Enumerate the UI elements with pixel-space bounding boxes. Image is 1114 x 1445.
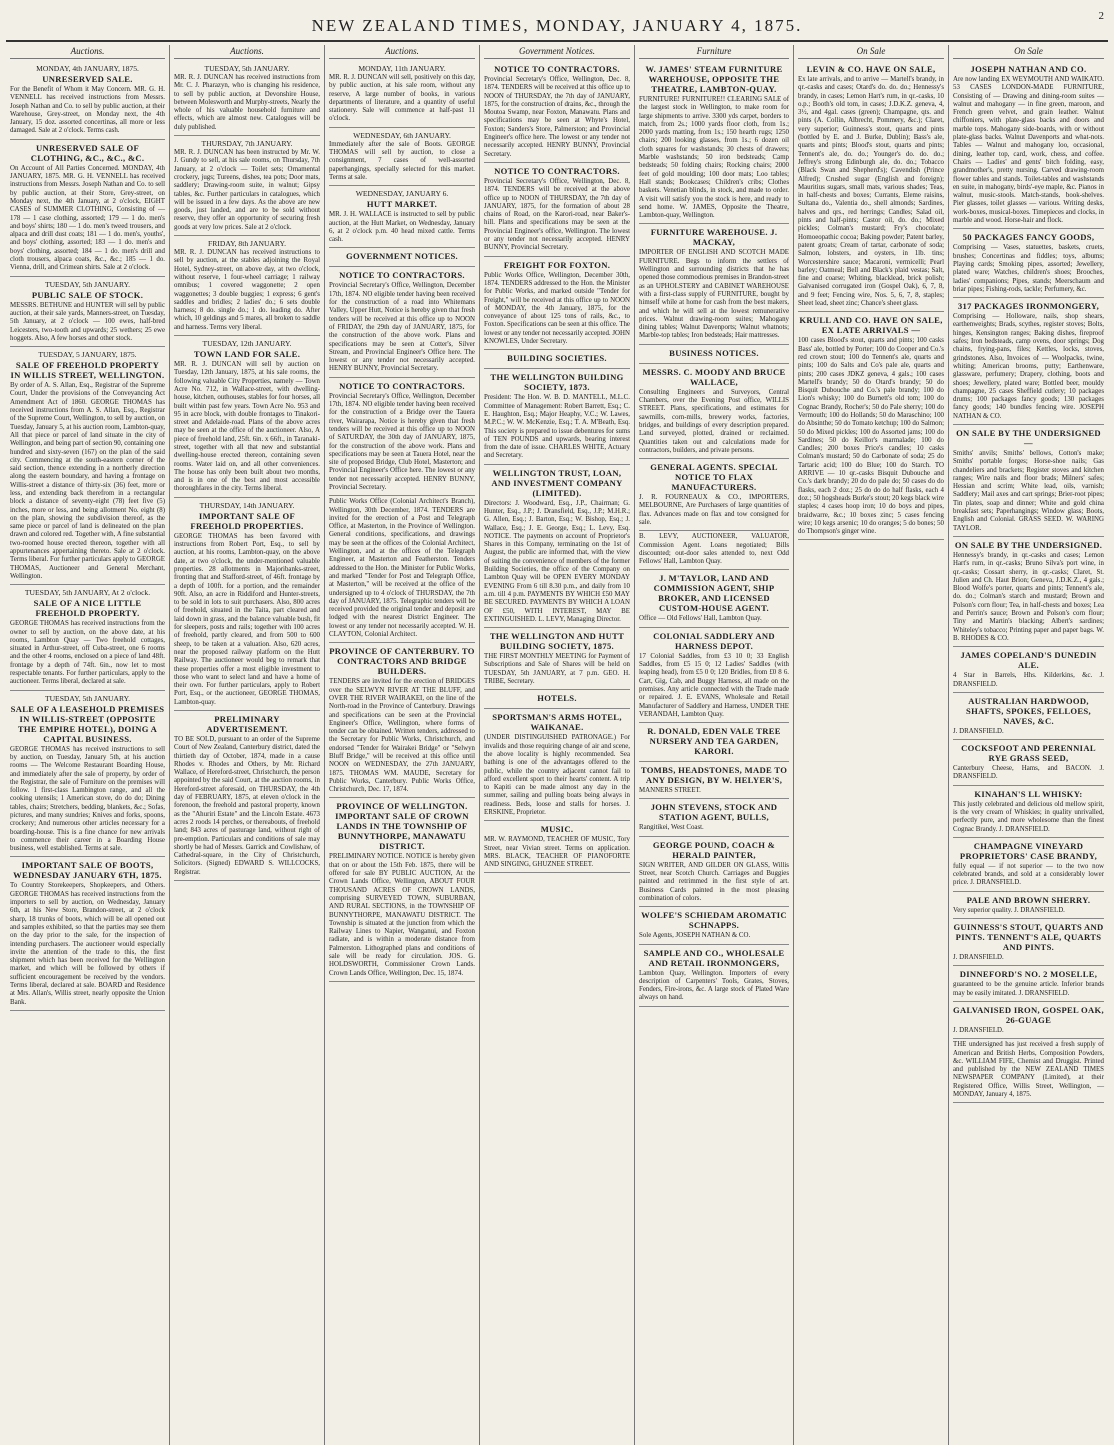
ad-body: FURNITURE! FURNITURE!! CLEARING SALE of the largest stock in Wellington, to make room for large shipments to arrive. 3300 yds carpet, borders to match, from 2s.; 1000 yards floor cloth, from 1s.; 2000 yards matting, from 1s.; 150 hearth rugs; 1250 chairs; 200 looking glasses, from 1s.; 6 dozen oil cloth squares for washstands; 30 chests of drawers; Marble washstands; 50 iron bedsteads; Camp bedsteads; 50 folding chairs; Rocking chairs; 2000 feet of gold moulding; 100 door mats; Loo tables; Hall stands; Bookcases; Children's cribs; Clothes baskets. Venetian blinds, in stock, and made to order. A visit will satisfy you the stock is here, and ready to send home. W. JAMES, Opposite the Theatre, Lambton-quay, Wellington. [639, 96, 789, 220]
advertisement [953, 647, 1104, 693]
ad-body: SIGN WRITER, AND GILDER ON GLASS, Willis Street, near Scotch Church. Carriages and Buggies painted and retrimmed in the first style of art. Business Cards painted in the most pleasing combination of colors. [639, 861, 789, 902]
column-head: Auctions. [174, 45, 320, 59]
ad-headline: JOSEPH NATHAN AND CO. [970, 64, 1087, 74]
ad-dateline: TUESDAY, 5th JANUARY. [204, 64, 290, 73]
ad-headline: SAMPLE AND CO., WHOLESALE AND RETAIL IRONMONGERS, [643, 947, 785, 968]
column-4 [480, 45, 635, 1445]
ad-body: Lambton Quay, Wellington. Importers of every description of Carpenters' Tools, Grates, Stoves, Fenders, Fire-irons, &c. A large stock of Plated Ware always on hand. [639, 969, 789, 1002]
advertisement [174, 711, 320, 881]
ad-dateline: THURSDAY, 7th JANUARY. [201, 139, 293, 149]
ad-body: 17 Colonial Saddles, from £3 10 0; 33 English Saddles, from £5 15 0; 12 Ladies' Saddles (with leaping head), from £5 0 0; 120 Bridles, from £0 8 6. Cart, Gig, Cab, and Buggy Harness, all made on the premises. Any article connected with the Trade made or repaired. J. E. EVANS, Wholesale and Retail Manufacturer of Saddlery and Harness, UNDER THE VERANDAH, Lambton Quay. [639, 652, 789, 718]
column-1 [6, 45, 170, 1445]
advertisement [329, 798, 475, 981]
ad-headline: LEVIN & CO. HAVE ON SALE, [806, 64, 936, 74]
ad-body: Provincial Secretary's Office, Wellington, December 17th, 1874. NO eligible tender having been received for the construction of a road into Whitemans Valley, Upper Hutt, Notice is hereby given that fresh tenders will be received at this office up to NOON of FRIDAY, the 29th day of JANUARY, 1875, for the construction of the above work. Plans and specifications may be seen at Cotter's, Silver Stream, and Provincial Engineer's Office here. The lowest or any tender not necessarily accepted. HENRY BUNNY, Provincial Secretary. [329, 282, 475, 373]
ad-headline: FURNITURE WAREHOUSE. J. MACKAY, [650, 227, 778, 248]
column-body [10, 61, 165, 1011]
ad-headline: R. DONALD, EDEN VALE TREE NURSERY AND TEA GARDEN, KARORI. [647, 726, 781, 757]
ad-body: This justly celebrated and delicious old mellow spirit, is the very cream of Whiskies; in quality unrivalled, perfectly pure, and more wholesome than the finest Cognac Brandy. J. DRANSFIELD. [953, 800, 1104, 833]
ad-headline: BUSINESS NOTICES. [669, 347, 759, 358]
ad-body: guaranteed to be the genuine article. Inferior brands may be easily imitated. J. DRANSFIELD. [953, 981, 1104, 997]
ad-headline: CHAMPAGNE VINEYARD PROPRIETORS' CASE BRANDY, [959, 840, 1098, 861]
advertisement [639, 459, 789, 531]
ad-body: President: The Hon. W. B. D. MANTELL, M.L.C. Committee of Management: Robert Barrett, Esq.; C. E. Haughton, Esq.; Major Heaphy, V.C.; W. Lawes, M.P.C.; W. W. McKenzie, Esq.; T. A. M'Beath, Esq. This society is prepared to issue debentures for sums of TEN POUNDS and upwards, bearing interest from the date of issue. CHARLES WHITE, Actuary and Secretary. [484, 394, 630, 460]
advertisement [174, 136, 320, 236]
column-body [639, 61, 789, 1007]
advertisement [329, 496, 475, 643]
ad-body: MESSRS. BETHUNE and HUNTER will sell by public auction, at their sale yards, Manners-street, on Tuesday, 5th January, at 2 o'clock — 100 ewes, half-bred Leicesters, two-tooth and upwards; 25 wethers; 25 ewe hoggets. Also, A few horses and other stock. [10, 301, 165, 342]
ad-body: 4 Star in Barrels, Hhs. Kilderkins, &c. J. DRANSFIELD. [953, 672, 1104, 688]
advertisement [798, 312, 944, 540]
ad-headline: GOVERNMENT NOTICES. [345, 251, 459, 262]
advertisement [10, 857, 165, 1010]
ad-headline: HOTELS. [537, 693, 577, 704]
advertisement [484, 709, 630, 821]
advertisement [10, 277, 165, 347]
ad-body: Consulting Engineers and Surveyors, Central Chambers, over the Evening Post office, WILLIS STREET. Plans, specifications, and estimates for sawmills, corn-mills, brewery works, factories, bridges, and buildings of every description prepared. Land surveyed, plotted, drained or reclaimed. Quantities taken out and calculations made for contractors, builders, and private persons. [639, 388, 789, 454]
advertisement [639, 628, 789, 723]
ad-body: J. DRANSFIELD. [953, 727, 1004, 735]
advertisement [953, 1002, 1104, 1039]
ad-headline: PALE AND BROWN SHERRY. [966, 894, 1091, 905]
ad-body: GEORGE THOMAS has received instructions from the owner to sell by auction, on the above date, at his rooms, Lambton Quay — Two freehold cottages, situated in Arthur-street, off Cuba-street, one 6 rooms and the other 4 rooms, enclosed on a piece of land 48ft. frontage by a depth of 74ft. 6in., now let to most respectable tenants. For further particulars, apply to the auctioneer. Terms liberal, declared at sale. [10, 620, 165, 686]
ad-headline: NOTICE TO CONTRACTORS. [494, 64, 620, 74]
advertisement [953, 693, 1104, 740]
advertisement [639, 837, 789, 907]
ad-headline: SPORTSMAN'S ARMS HOTEL, WAIKANAE. [492, 712, 622, 733]
ad-body: PRELIMINARY NOTICE. NOTICE is hereby given that on or about the 15th Feb. 1875, there will be offered for sale BY PUBLIC AUCTION, At the Crown Lands Office, Wellington, ABOUT FOUR THOUSAND ACRES OF CROWN LANDS, comprising SURVEYED TOWN, SUBURBAN, AND RURAL SECTIONS, in the TOWNSHIP OF BUNNYTHORPE, MANAWATU DISTRICT. The Township is situated at the junction from which the Railway Lines to Napier, Wanganui, and Foxton radiate, and is within a moderate distance from Palmerston. Lithographed plans and conditions of sale will be ready for circulation. JOS. G. HOLDSWORTH, Commissioner Crown Lands. Crown Lands Office, Wellington, Dec. 15, 1874. [329, 853, 475, 977]
advertisement [953, 425, 1104, 537]
advertisement [639, 907, 789, 944]
advertisement [10, 61, 165, 140]
advertisement [174, 336, 320, 498]
ad-headline: SALE OF FREEHOLD PROPERTY IN WILLIS STREET, WELLINGTON. [10, 360, 165, 381]
ad-dateline: MONDAY, 11th JANUARY. [358, 64, 446, 73]
ad-headline: IMPORTANT SALE OF FREEHOLD PROPERTIES. [190, 510, 304, 531]
advertisement [329, 61, 475, 128]
ad-body: THE FIRST MONTHLY MEETING for Payment of Subscriptions and Sale of Shares will be held on TUESDAY, 5th JANUARY, at 7 p.m. GEO. H. TRIBE, Secretary. [484, 653, 630, 686]
ad-headline: THE WELLINGTON AND HUTT BUILDING SOCIETY, 1875. [489, 631, 625, 652]
ad-headline: ON SALE BY THE UNDERSIGNED — [956, 427, 1101, 448]
ad-body: Hennessy's brandy, in qr.-casks and cases; Lemon Hart's rum, in qr.-casks; Bruno Silva's port wine, in qr.-casks; Cossart sherry, in qr.-casks; Claret, St. Julien and Ch. Haut Brion; Geneva, J.D.K.Z., 4 gals.; Blood Wolfe's porter, quarts and pints; Tennent's ale, do. do.; Colman's starch and mustard; Brown and Polson's corn flour; Tea, in half-chests and boxes; Lea and Perrin's sauce; Brown and Polson's corn flour; Tiny and Martin's blacking; Albert's sardines; Whiteley's tobacco; Printing paper and paper bags. W. B. RHODES & CO. [953, 551, 1104, 642]
advertisement [953, 537, 1104, 647]
ad-body: J. DRANSFIELD. [953, 1026, 1004, 1034]
ad-body: Public Works Office, Wellington, December 30th, 1874. TENDERS addressed to the Hon. the Minister for Public Works, and marked outside "Tender for Freight," will be received at this office up to NOON of MONDAY, the 4th January, 1875, for the conveyance of about 125 tons of rails, &c., to Foxton. Specifications can be seen at this office. The lowest or any tender not necessarily accepted. JOHN KNOWLES, Under Secretary. [484, 271, 630, 346]
ad-headline: UNRESERVED SALE OF CLOTHING, &C., &C., &C. [30, 142, 145, 163]
ad-headline: NOTICE TO CONTRACTORS. [339, 380, 465, 391]
advertisement [639, 799, 789, 836]
ad-body: Directors: J. Woodward, Esq., J.P., Chairman; G. Hunter, Esq., J.P.; J. Dransfield, Esq., J.P.; M.H.R.; G. Allen, Esq.; J. Barton, Esq.; W. Bishop, Esq.; J. Wallace, Esq.; J. E. George, Esq.; L. Levy, Esq. NOTICE. The payments on account of Proprietor's Shares in this Company, terminating on the 1st of August, the public are informed that, with the view of suiting the convenience of members of the former Building Societies, the office of the Company on Lambton Quay will be OPEN EVERY MONDAY EVENING From 6 till 8.30 p.m., and daily from 10 a.m. till 4 p.m. PAYMENTS BY WHICH £50 MAY BE SECURED. PAYMENTS BY WHICH A LOAN OF £50, WITH INTEREST, MAY BE EXTINGUISHED. L. LEVY, Managing Director. [484, 499, 630, 623]
ad-headline: PRELIMINARY ADVERTISEMENT. [206, 714, 288, 734]
column-head: On Sale [953, 45, 1104, 59]
ad-body: To Country Storekeepers, Shopkeepers, and Others. GEORGE THOMAS has received instructions from the importers to sell by auction, on Wednesday, January 6th, at his New Store, Brandon-street, at 2 o'clock sharp, 18 trunks of boots, which will be all opened out and samples exhibited, so that the parties may see them on the day prior to the sale, for the inspection of intending purchasers. The auctioneer would especially invite the attention of the trade to this, the first shipment which has been received for the Wellington market, and which will be followed by others if sufficient encouragement be received by the vendors. Terms liberal, declared at sale. BOARD and Residence at Mrs. Allan's, Willis street, nearly opposite the Union Bank. [10, 882, 165, 1006]
ad-dateline: TUESDAY, 12th JANUARY. [202, 339, 292, 349]
ad-headline: WELLINGTON TRUST, LOAN, AND INVESTMENT COMPANY (LIMITED). [491, 467, 623, 498]
ad-headline: AUSTRALIAN HARDWOOD, SHAFTS, SPOKES, FELLOES, NAVES, &C. [966, 695, 1091, 726]
advertisement [953, 740, 1104, 786]
ad-body: B. LEVY, AUCTIONEER, VALUATOR, Commission Agent. Loans negotiated; Bills discounted; out-door sales attended to, next Odd Fellows' Hall, Lambton Quay. [639, 533, 789, 566]
advertisement [484, 369, 630, 464]
advertisement [10, 140, 165, 277]
ad-headline: GENERAL AGENTS. SPECIAL NOTICE TO FLAX MANUFACTURERS. [650, 462, 778, 493]
masthead-title: NEW ZEALAND TIMES, MONDAY, JANUARY 4, 1875. [311, 16, 803, 35]
ad-body: fully equal — if not superior — to the two now celebrated brands, and sold at a considerably lower price. J. DRANSFIELD. [953, 862, 1104, 887]
ad-headline: SALE OF A LEASEHOLD PREMISES IN WILLIS-STREET (OPPOSITE THE EMPIRE HOTEL), DOING A CAPITAL BUSINESS. [10, 703, 165, 744]
ad-headline: SALE OF A NICE LITTLE FREEHOLD PROPERTY. [33, 598, 142, 619]
ad-headline: JAMES COPELAND'S DUNEDIN ALE. [960, 650, 1097, 671]
ad-body: Rangitikei, West Coast. [639, 824, 704, 832]
advertisement [639, 345, 789, 364]
ad-body: Are now landing EX WEYMOUTH AND WAIKATO. 53 CASES LONDON-MADE FURNITURE, Consisting of — Drawing and dining-room suites — walnut and mahogany — in fine green, maroon, and French green velvet, and grain leather. Walnut chiffoniers, with plate-glass backs and doors and marble tops. Mahogany side-boards, with or without plate-glass backs. Walnut Davenports and what-nots. Tables — Walnut and mahogany loo, occasional, dining, leather top, card, work, chess, and coffee. Chairs — Ladies' and gents' bitch folding, easy, grandmother's, pretty nursing. Carved drawing-room flower tables and stands. Toilet-tables and washstands en suite, in mahogany, birds'-eye maple, &c. Pianos in walnut, music-stools. Match-stands, book-shelves. Pier glasses, toilet glasses — various. Writing desks, work-boxes, musical-boxes. Timepieces and clocks, in marble and wood. Horse-hair and flock. [953, 76, 1104, 225]
ad-dateline: FRIDAY, 8th JANUARY. [208, 239, 286, 249]
advertisement [639, 224, 789, 344]
masthead [6, 6, 1108, 42]
ad-headline: NOTICE TO CONTRACTORS. [339, 270, 465, 281]
advertisement [953, 229, 1104, 298]
ad-body: Immediately after the sale of Boots. GEORGE THOMAS will sell by auction, to close a consignment, 7 cases of well-assorted paperhangings, specially selected for this market. Terms at sale. [329, 140, 475, 181]
ad-body: Public Works Office (Colonial Architect's Branch), Wellington, 30th December, 1874. TENDERS are invited for the erection of a Post and Telegraph Office, at Masterton, in the Province of Wellington. General conditions, specifications, and drawings may be seen at the offices of the Colonial Architect, Wellington, and at the offices of the Telegraph Engineer, at Masterton and Featherston. Tenders addressed to the Hon. the Minister for Public Works, and marked "Tender for Post and Telegraph Office, at Masterton," will be received at the office of the undersigned up to 4 o'clock of THURSDAY, the 7th day of JANUARY, 1875. Telegraphic tenders will be received provided the original tender and deposit are lodged with the nearest District Engineer. The lowest or any tender not necessarily accepted. W. H. CLAYTON, Colonial Architect. [329, 498, 475, 639]
ad-dateline: THURSDAY, 14th JANUARY. [199, 500, 295, 510]
ad-body: TENDERS are invited for the erection of BRIDGES over the SELWYN RIVER AT THE BLUFF, and OVER THE RIVER WAIRAKEI, on the line of the North-road in the Province of Canterbury. Drawings and specifications can be seen at the Provincial Engineer's Office, Wellington, where forms of tender can be obtained. Written tenders, addressed to the Secretary for Public Works, Christchurch, and endorsed "Tender for Wairakei Bridge" or "Selwyn Bluff Bridge," will be received at this office until NOON on WEDNESDAY, the 27th JANUARY, 1875. THOMAS WM. MAUDE, Secretary for Public Works, Canterbury. Public Works Office, Christchurch, Dec. 17, 1874. [329, 678, 475, 794]
ad-headline: PROVINCE OF WELLINGTON. IMPORTANT SALE OF CROWN LANDS IN THE TOWNSHIP OF BUNNYTHORPE, MANAWATU DISTRICT. [335, 801, 469, 852]
advertisement [329, 186, 475, 248]
ad-headline: W. JAMES' STEAM FURNITURE WAREHOUSE, OPPOSITE THE THEATRE, LAMBTON-QUAY. [645, 64, 783, 94]
ad-body: Canterbury Cheese, Hams, and BACON. J. DRANSFIELD. [953, 765, 1104, 781]
column-head: On Sale [798, 45, 944, 59]
ad-body: (UNDER DISTINGUISHED PATRONAGE.) For invalids and those requiring change of air and scene, the above locality is highly recommended. Sea bathing is one of the advantages offered to the public, while the country adjacent cannot fail to afford excellent sport to their hearts' content. A trip to Kapiti can be made almost any day in the summer, sailing and pulling boats being always in readiness. Beds, loose and stalls for horses. J. ERSKINE, Proprietor. [484, 734, 630, 816]
advertisement [484, 163, 630, 257]
advertisement [10, 585, 165, 690]
ad-headline: KINAHAN'S LL WHISKY: [974, 788, 1083, 799]
ad-headline: TOWN LAND FOR SALE. [193, 349, 301, 360]
advertisement [953, 61, 1104, 229]
ad-body: Comprising — Holloware, nails, shop shears, earthenweights; Brads, scythes, register stoves; Bolts, hinges, Kensington ranges; Baking dishes, fireproof safes; Iron bedsteads, camp ovens, door springs; Dog chains, frying-pans, files; Kettles, locks, stoves, grindstones. Also, Invoices of — Woolpacks, twine, whiting; American brooms, putty; Earthenware, glassware, perfumery; Drapery, clothing, boots and shoes; Jewellery, plated ware; Bottled beer, mouldy champagne, 25 cases Sheffield cutlery; 10 packages drums; 100 packages fancy goods; 130 packages fancy goods; 140 bundles fencing wire. JOSEPH NATHAN & CO. [953, 313, 1104, 420]
advertisement [484, 257, 630, 351]
ad-dateline: MONDAY, 4th JANUARY, 1875. [36, 64, 139, 73]
ad-body: Office — Old Fellows' Hall, Lambton Quay. [639, 615, 762, 623]
ad-headline: THE WELLINGTON BUILDING SOCIETY, 1873. [490, 372, 624, 393]
advertisement [953, 1039, 1104, 1103]
ad-headline: JOHN STEVENS, STOCK AND STATION AGENT, BULLS, [650, 802, 778, 823]
ad-body: IMPORTER OF ENGLISH AND SCOTCH MADE FURNITURE. Begs to inform the settlers of Wellington and surrounding districts that he has opened those commodious premises in Brandon-street as an UPHOLSTERY and CABINET WAREHOUSE with a first-class supply of FURNITURE, bought by himself while at home for cash from the best makers, and which he will sell at the lowest remunerative prices. Walnut drawing-room suites; Mahogany dining tables; Walnut Davenports; Walnut whatnots; Marble-top tables; Iron bedsteads; Hair mattresses. [639, 249, 789, 340]
ad-body: For the Benefit of Whom it May Concern. MR. G. H. VENNELL has received instructions from Messrs. Joseph Nathan and Co. to sell by public auction, at their Warehouse, Grey-street, on Monday next, the 4th January, 15 doz. assorted concertinas, all more or less damaged. Sale at 2 o'clock. Terms cash. [10, 86, 165, 135]
advertisement [953, 892, 1104, 919]
ad-body: THE undersigned has just received a fresh supply of American and British Herbs, Composition Powders, &c. WILLIAM FIFE, Chemist and Druggist. Printed and published by the NEW ZEALAND TIMES NEWSPAPER COMPANY (Limited), at their Registered Office, Willis Street, Wellington, — MONDAY, January 4, 1875. [953, 1041, 1104, 1099]
ad-headline: IMPORTANT SALE OF BOOTS, WEDNESDAY JANUARY 6TH, 1875. [13, 860, 162, 881]
column-body [329, 61, 475, 982]
ad-dateline: TUESDAY, 5th JANUARY. [44, 693, 131, 703]
ad-headline: DINNEFORD'S NO. 2 MOSELLE, [959, 969, 1098, 980]
advertisement [953, 838, 1104, 892]
advertisement [639, 570, 789, 627]
column-3 [325, 45, 480, 1445]
advertisement [484, 61, 630, 163]
ad-headline: 50 PACKAGES FANCY GOODS, [962, 232, 1095, 243]
ad-body: MR. J. H. WALLACE is instructed to sell by public auction, at the Hutt Market, on Wednesday, January 6, at 2 o'clock p.m. 40 head mixed cattle. Terms cash. [329, 211, 475, 244]
advertisement [484, 821, 630, 873]
advertisement [329, 248, 475, 267]
advertisement [484, 690, 630, 709]
ad-body: Very superior quality. J. DRANSFIELD. [953, 906, 1065, 914]
ad-headline: TOMBS, HEADSTONES, MADE TO ANY DESIGN, BY W. HELYER'S, [640, 765, 788, 786]
advertisement [953, 966, 1104, 1002]
advertisement [10, 347, 165, 585]
ad-body: MR. R. J. DUNCAN will sell by auction on Tuesday, 12th January, 1875, at his sale rooms, the following valuable City Properties, namely — Town Acre No. 712, in Wallace-street, with dwelling-house, kitchen, outhouses, stables for four horses, all built within past few years. Town Acre No. 953 and 95 in acre block, with double frontages to Tinakori-street and Adelaide-road. Plans of the above acres may be seen at the office of the auctioneer. Also, A piece of freehold land, 25ft. 6in. x 66ft., in Taranaki-street, together with all that new and substantial dwelling-house erected thereon, containing seven rooms. Water laid on, and all other conveniences. The house has only been built about two months, and is in one of the best and most accessible thoroughfares in the city. Terms liberal. [174, 361, 320, 493]
page-number: 2 [1098, 10, 1104, 22]
column-2 [170, 45, 325, 1445]
advertisement [329, 378, 475, 497]
advertisement [639, 364, 789, 459]
ad-body: MR. R. J. DUNCAN has received instructions to sell by auction, at the stables adjoining the Royal Hotel, Sydney-street, on above day, at two o'clock, without reserve, 1 four-wheel carriage; 1 railway omnibus; 1 covered waggonette; 2 open waggonettes; 3 double buggies; 1 express; 6 gent's saddles and bridles; 2 ladies' do.; 6 sets double harness; 8 do. single do.; 1 do. leading do. After which, 10 geldings and 5 mares, all broken to saddle and harness. Terms very liberal. [174, 249, 320, 331]
advertisement [329, 643, 475, 798]
ad-headline: 317 PACKAGES IRONMONGERY, [957, 301, 1100, 312]
ad-body: Comprising — Vases, statuettes, baskets, cruets, brushes; Concertinas and fiddles; toys, albums; Playing cards; Smoking pipes, assorted; Jewellery, plated ware; Watches, children's shoes; Brooches, ladies' companions; Pipes, stands; Meerschaum and briar pipes; Fishing-rods, tackle; Perfumery, &c. [953, 244, 1104, 293]
advertisement [639, 762, 789, 799]
ad-body: 100 cases Blood's stout, quarts and pints; 100 casks Bass' ale, bottled by Porter; 100 do Cooper and Co.'s red crown stout; 100 do Tennent's ale, quarts and pints; 100 do Salts and Co's pale ale, quarts and pints; 200 cases JDKZ geneva, 4 gals.; 100 cases Martell's brandy; 50 do Otard's brandy; 50 do Bisquit Dubouche and Co.'s pale brandy; 100 do Lion's whisky; 100 do Burnett's old tom; 100 do Cognac Brandy, Rocher's; 50 do Pale sherry; 100 do Vermouth; 100 do Hollands; 50 do Maraschino; 100 do Absinthe; 50 do Tomato ketchup; 100 do Salmon; 50 do Mixed pickles; 100 do Assorted jams; 100 do Sardines; 50 do Keillor's marmalade; 100 do Candles; 200 boxes Price's candles; 10 casks Colman's mustard; 50 do Carbonate of soda; 25 do Tartaric acid; 100 do Blue; 100 do Starch. TO ARRIVE — 10 qr.-casks Bisquit Dubouche and Co.'s dark brandy; 20 do do pale do; 50 cases do do flasks, each 2 doz.; 25 do do do half flasks, each 4 doz.; 50 hogsheads Burke's stout; 20 kegs black wire staples; 4 cases hoop iron; 10 do boys and pipes, braidwarre, &c.; 10 boxes zinc; 5 cases fencing wire; 10 kegs arsenic; 10 do oranges; 5 do bones; 50 do Thompson's ginger wine. [798, 337, 944, 536]
column-6 [794, 45, 949, 1445]
advertisement [174, 61, 320, 136]
columns [6, 45, 1108, 1445]
ad-headline: PROVINCE OF CANTERBURY. TO CONTRACTORS AND BRIDGE BUILDERS. [329, 646, 475, 677]
advertisement [639, 945, 789, 1007]
column-body [798, 61, 944, 540]
ad-headline: MUSIC. [540, 824, 574, 835]
ad-dateline: TUESDAY, 5th JANUARY. [44, 279, 131, 289]
ad-body: J. R. FOURNEAUX & CO., IMPORTERS, MELBOURNE, Are Purchasers of large quantities of flax. Advances made on flax and tow consigned for sale. [639, 494, 789, 526]
ad-body: By order of A. S. Allan, Esq., Registrar of the Supreme Court, Under the provisions of the Conveyancing Act Amendment Act of 1860. GEORGE THOMAS has received instructions from A. S. Allan, Esq., Registrar of the Supreme Court, Wellington, to sell by auction, on Tuesday, January 5, at his auction room, Lambton-quay, All that piece or parcel of land situate in the city of Wellington, and being part of section 90, containing one hundred and sixty-seven (167) on the plan of the said city. Commencing at the south-eastern corner of the said section, thence extending in a northerly direction along the eastern boundary, and having a frontage on Willis-street a distance of thirty-six (36) feet, more or less, and extending back therefrom in a rectangular block a distance of seventy-eight (78) feet five (5) inches, more or less, and being allotment No. eight (8) on the plan, showing the subdivision thereof, as the same piece or parcel of land is delineated on the plan drawn and colored red. Together with, A fine substantial two-roomed house erected thereon, together with all appurtenances appertaining thereto. Sale at 2 o'clock. Terms liberal. For further particulars apply to GEORGE THOMAS, Auctioneer and General Merchant, Wellington. [10, 382, 165, 580]
ad-body: GEORGE THOMAS has been favored with instructions from Robert Port, Esq., to sell by auction, at his rooms, Lambton-quay, on the above date, at two o'clock, the under-mentioned valuable properties. 28 allotments in Majoribanks-street, fronting that and Stafford-street, of 46ft. frontage by a depth of 100ft. for a portion, and the remainder 90ft. Also, an acre in Riddiford and Hunter-streets, to be sold in lots to suit purchasers. Also, 800 acres of freehold, situated in the Taita, part cleared and laid down in grass, and the balance valuable bush, fit for sleepers, posts and rails; together with 100 acres of freehold, partly cleared, and from 500 to 600 sheep, to be taken at a valuation. Also, 620 acres, near the proposed railway platform on the Hutt Railway. The auctioneer would beg to remark that these properties offer a most eligible investment to those who want to select land and have a home of their own. For further particulars, apply to Robert Port, Esq., or the auctioneer, GEORGE THOMAS, Lambton-quay. [174, 532, 321, 706]
ad-headline: GUINNESS'S STOUT, QUARTS AND PINTS. TENNENT'S ALE, QUARTS AND PINTS. [953, 922, 1104, 953]
ad-body: On Account of All Parties Concerned. MONDAY, 4th JANUARY, 1875. MR. G. H. VENNELL has received instructions from Messrs. Joseph Nathan and Co. to sell by public auction, at their Store, Grey-street, on Monday next, the 4th January, at 2 o'clock, EIGHT CASES of SUMMER CLOTHING, Consisting of — 178 — 1 case clothing, assorted; 179 — 1 do. men's and boys' shirts; 180 — 1 do. men's tweed trousers, and alpaca and drill dust coats; 181 — 1 do. men's, youths', and boys' clothing, assorted; 183 — 1 do. men's and boys' clothing, assorted; 184 — 1 do. men's drill and cloth trousers, alpaca coats, &c., &c.; 185 — 1 do. Vienna, drill, and Crimean shirts. Sale at 2 o'clock. [10, 164, 165, 272]
ad-body: GEORGE THOMAS has received instructions to sell by auction, on Tuesday, January 5th, at his auction rooms — The Welcome Restaurant Boarding House, and immediately after the sale of property, by order of the Registrar, the sale of Furniture on the premises will follow. 1 first-class Lambington range, and all the cooking utensils; 1 American stove, do do do; Dining tables, chairs; Stretchers, bedding, blankets, &c.; Sofas, pictures, and many sundries; Knives and forks, spoons, crockery; And numerous other articles necessary for a boarding-house. This is a fine chance for new arrivals to commence their career in a Boarding House business, well established. Terms at sale. [10, 745, 165, 853]
ad-headline: NOTICE TO CONTRACTORS. [494, 165, 620, 176]
advertisement [953, 298, 1104, 425]
ad-headline: BUILDING SOCIETIES. [507, 353, 607, 364]
ad-headline: WOLFE'S SCHIEDAM AROMATIC SCHNAPPS. [641, 910, 787, 931]
ad-headline: COCKSFOOT AND PERENNIAL RYE GRASS SEED, [961, 743, 1096, 764]
advertisement [10, 691, 165, 858]
ad-headline: ON SALE BY THE UNDERSIGNED. [954, 539, 1103, 550]
advertisement [329, 128, 475, 186]
ad-body: Provincial Secretary's Office, Wellington, Dec. 8, 1874. TENDERS will be received at the above office up to NOON of THURSDAY, the 7th day of JANUARY, 1875, for the formation of about 28 chains of Road, on the Karori-road, near Baker's-hill. Plans and specifications may be seen at the Provincial Engineer's office, Wellington. The lowest or any tender not necessarily accepted. HENRY BUNNY, Provincial Secretary. [484, 177, 630, 252]
ad-headline: COLONIAL SADDLERY AND HARNESS DEPOT. [653, 630, 775, 651]
ad-headline: KRULL AND CO. HAVE ON SALE, EX LATE ARRIVALS — [799, 315, 943, 336]
advertisement [484, 350, 630, 369]
ad-headline: MESSRS. C. MOODY AND BRUCE WALLACE, [642, 366, 786, 387]
column-head: Auctions. [329, 45, 475, 59]
ad-body: TO BE SOLD, pursuant to an order of the Supreme Court of New Zealand, Canterbury district, dated the thirtieth day of October, 1874, made in a cause Rhodes v. Rhodes and Others, by Mr. Richard Wallace, of Hereford-street, Christchurch, the person appointed by the said Court, at the auction rooms, in Hereford-street aforesaid, on THURSDAY, the 4th day of FEBRUARY, 1875, at eleven o'clock in the forenoon, the freehold and pastoral property, known as the "Ahuriri Estate" and the Lincoln Estate. 4673 acres 2 roods 14 perches, or thereabouts, of freehold land; 843 acres of pasturage land, without right of pre-emption. Particulars and conditions of sale may shortly be had of Messrs. Garrick and Cowlishaw, of Cathedral-square, in the City of Christchurch, Solicitors. (Signed) EDWARD S. WILLCOCKS, Registrar. [174, 736, 321, 876]
ad-dateline: TUESDAY, 5 JANUARY, 1875. [38, 350, 137, 360]
column-body [953, 61, 1104, 1103]
advertisement [798, 61, 944, 312]
ad-body: MR. W. RAYMOND, TEACHER OF MUSIC, Tory Street, near Vivian street. Terms on application. MRS. BLACK, TEACHER OF PIANOFORTE AND SINGING, GHUZNEE STREET. [484, 836, 630, 869]
ad-headline: UNRESERVED SALE. [42, 74, 133, 84]
ad-body: MR. R. J. DUNCAN has received instructions from Mr. C. J. Pharazyn, who is changing his residence, to sell by public auction, at Devonshire House, between Molesworth and Murphy-streets, Nearly the whole of his valuable household furniture and effects, which are almost new. Catalogues will be duly published. [174, 74, 320, 131]
ad-headline: J. M'TAYLOR, LAND AND COMMISSION AGENT, SHIP BROKER, AND LICENSED CUSTOM-HOUSE AGENT. [653, 573, 775, 614]
advertisement [484, 465, 630, 628]
ad-dateline: TUESDAY, 5th JANUARY, At 2 o'clock. [24, 588, 151, 598]
advertisement [484, 628, 630, 690]
advertisement [639, 531, 789, 570]
advertisement [639, 61, 789, 224]
ad-body: MANNERS STREET. [639, 787, 701, 795]
column-7 [949, 45, 1108, 1445]
advertisement [953, 919, 1104, 966]
ad-body: Sole Agents, JOSEPH NATHAN & CO. [639, 932, 751, 940]
ad-body: Ex late arrivals, and to arrive — Martell's brandy, in qr.-casks and cases; Otard's do. do. do.; Hennessy's brandy, in cases; Lemon Hart's rum, in qr.-casks, 10 o.p.; Booth's old tom, in cases; J.D.K.Z. geneva, 4, 3½, and 4gal. cases (green); Champagne, qts. and pints (A. Collin, Albrecht, Pommery, &c.); Claret, very superior; Guinness's stout, quarts and pints (bottled by E. and J. Burke, Dublin); Bass's ale, quarts and pints; Blood's stout, quarts and pints; Tennent's ale, do. do.; Younger's do. do. do.; Jeffrey's strong Edinburgh ale, do. do.; Tobacco (Black Swan and Shepherd's); Cavendish (Prince Alfred); Crushed sugar (English and foreign); Mauritius sugars, small mats, various shades; Teas, in half-chests and boxes; Currants, Eleme raisins, Sultana do., Valentia do., shell almonds; Sardines, halves and qrs., red herrings; Candles; Salad oil, pints and half-pints; Castor oil, do. do.; Mixed pickles; Colman's mustard; Fry's chocolate; Homoeopathic cocoa; Baking powder; Patent barley, patent groats; Cream of tartar, carbonate of soda; Salmon, lobsters, and oysters, in 1lb. tins; Worcestershire sauce; Macaroni, vermicelli; Pearl barley; Oatmeal; Bell and Black's plaid vestas; Salt, fine and coarse; Whiting, blacklead, brick polish; Galvanised corrugated iron (Gospel Oak), 6, 7, 8, and 9 feet; Fencing wire, Nos. 5, 6, 7, 8, staples; Sheet lead, sheet zinc; Chance's sheet glass. [798, 76, 944, 308]
ad-headline: FREIGHT FOR FOXTON. [503, 259, 611, 270]
ad-headline: GALVANISED IRON, GOSPEL OAK, 26-GUAGE [953, 1004, 1104, 1025]
ad-headline: HUTT MARKET. [366, 199, 438, 210]
advertisement [174, 236, 320, 336]
ad-body: MR. R. J. DUNCAN will sell, positively on this day, by public auction, at his sale room, without any reserve, A large number of books, in various departments of literature, and a quantity of useful stationery. Sale will commence at half-past 11 o'clock. [329, 74, 475, 123]
ad-headline: PUBLIC SALE OF STOCK. [31, 289, 144, 300]
ad-dateline: WEDNESDAY, JANUARY 6. [355, 189, 449, 199]
column-5 [635, 45, 794, 1445]
column-body [174, 61, 320, 881]
advertisement [953, 786, 1104, 838]
ad-body: Provincial Secretary's Office, Wellington, December 17th, 1874. NO eligible tender having been received for the construction of a Bridge over the Tauera river, Wairarapa, Notice is hereby given that fresh tenders will be received at this office up to NOON of SATURDAY, the 30th day of JANUARY, 1875, for the construction of the above work. Plans and specifications may be seen at Tauera Hotel, near the site of proposed Bridge, Club Hotel, Masterton; and Provincial Engineer's Office here. The lowest or any tender not necessarily accepted. HENRY BUNNY, Provincial Secretary. [329, 392, 475, 491]
column-head: Auctions. [10, 45, 165, 59]
column-body [484, 61, 630, 873]
ad-body: Smiths' anvils; Smiths' bellows, Cotton's make; Smiths' portable forges; Horse-shoe nails; Gas chandeliers and brackets; Register stoves and kitchen ranges; Wire nails and floor brads; Milners' safes; Hessian and scrim; White lead, oils, varnish; Saddlery; Mail axes and cart springs; Brier-root pipes; Tin plates, soap and dinner; White and gold china breakfast sets; Paperhangings; Window glass; Boots, English and Colonial. GRASS SEED. W. WARING TAYLOR. [953, 449, 1104, 532]
advertisement [639, 723, 789, 762]
column-head: Government Notices. [484, 45, 630, 59]
advertisement [329, 267, 475, 377]
ad-body: MR. R. J. DUNCAN has been instructed by Mr. W. J. Gundy to sell, at his sale rooms, on Thursday, 7th January, at 2 o'clock — Toilet sets; Ornamental crockery, jugs; Tureens, dishes, tea pots; Door mats, saddlery; Drawing-room suite, in walnut; Gipsy tables, &c. Further particulars in catalogues, which will be issued in a few days. As the above are new goods, just landed, and are to be sold without reserve, they offer an opportunity of securing fresh goods at very low prices. Sale at 2 o'clock. [174, 149, 320, 231]
ad-body: Provincial Secretary's Office, Wellington, Dec. 8, 1874. TENDERS will be received at this office up to NOON of THURSDAY, the 7th day of JANUARY, 1875, for the construction of drains, &c., through the Moutoa Swamp, near Foxton, Manawatu. Plans and specifications may be seen at Whyte's Hotel, Foxton; Sanders's Store, Palmerston; and Provincial Engineer's office here. The lowest or any tender not necessarily accepted. HENRY BUNNY, Provincial Secretary. [484, 76, 630, 158]
advertisement [174, 498, 320, 711]
ad-headline: GEORGE POUND, COACH & HERALD PAINTER, [652, 839, 776, 860]
column-head: Furniture [639, 45, 789, 59]
ad-body: J. DRANSFIELD. [953, 954, 1004, 962]
ad-dateline: WEDNESDAY, 6th JANUARY. [353, 130, 451, 140]
